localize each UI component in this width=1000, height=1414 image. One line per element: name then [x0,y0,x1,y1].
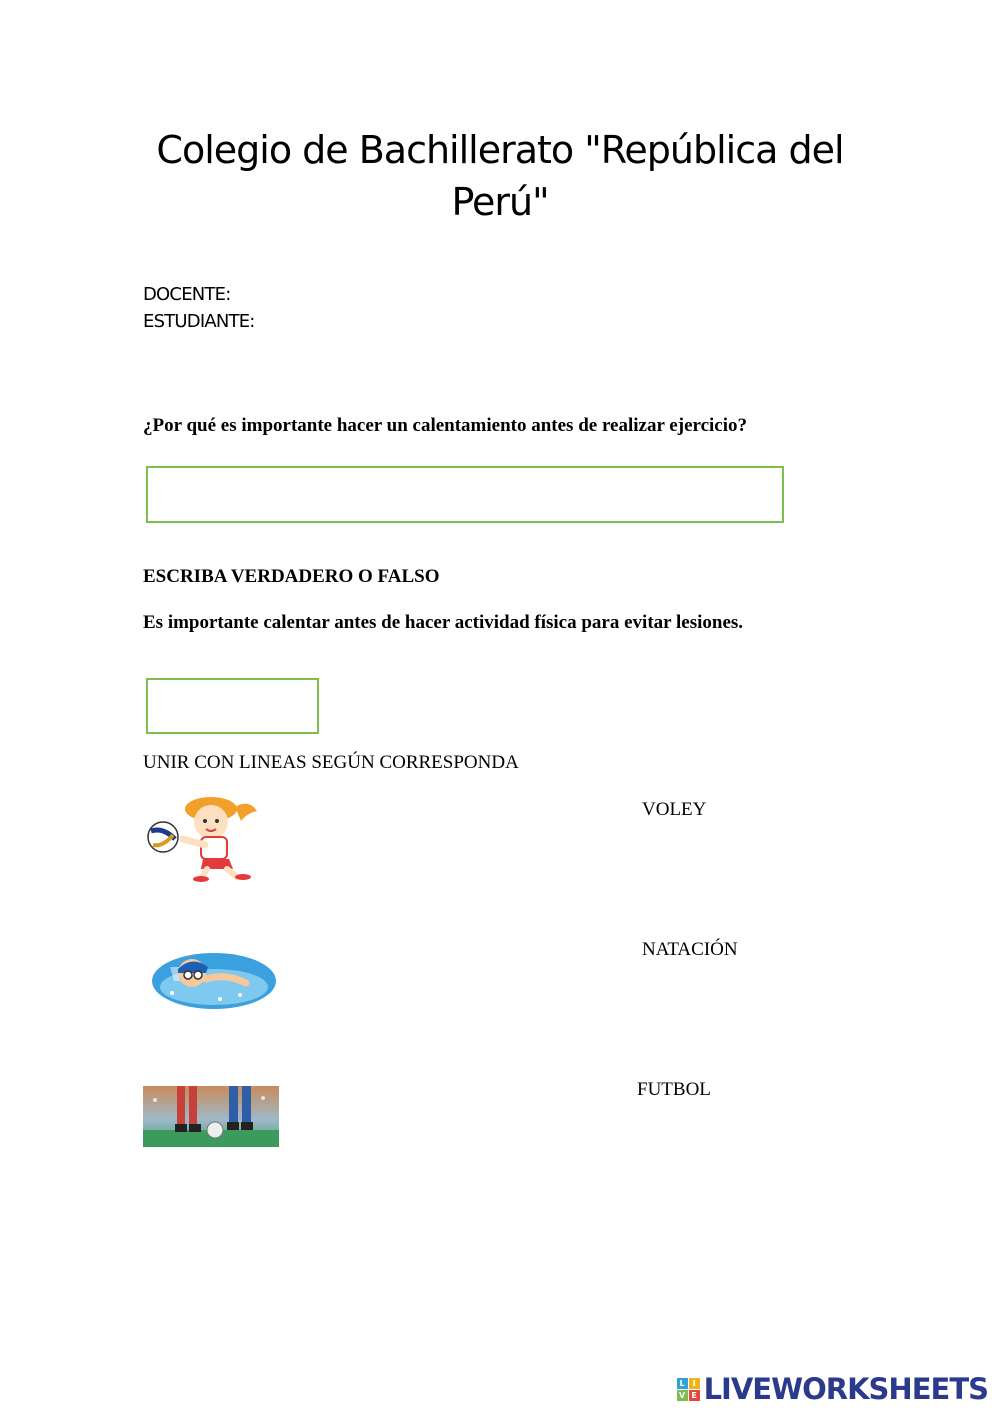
true-false-answer-box [146,678,319,734]
soccer-players-image [143,1086,279,1147]
logo-text: LIVEWORKSHEETS [703,1372,988,1406]
student-label: ESTUDIANTE: [143,311,255,332]
question-1-answer-box [146,466,784,523]
question-1-text: ¿Por qué es importante hacer un calentamiento antes de realizar ejercicio? [143,415,748,436]
true-false-instruction: ESCRIBA VERDADERO O FALSO [143,566,440,587]
logo-icon: L I V E [677,1378,700,1401]
swimmer-image [150,945,278,1011]
match-word-voley: VOLEY [642,799,707,820]
matching-instruction: UNIR CON LINEAS SEGÚN CORRESPONDA [143,752,519,773]
true-false-answer-input[interactable] [148,680,317,732]
true-false-statement: Es importante calentar antes de hacer actividad física para evitar lesiones. [143,612,744,633]
liveworksheets-logo [677,1372,988,1406]
match-word-futbol: FUTBOL [637,1079,711,1100]
volleyball-girl-image [143,795,275,883]
teacher-label: DOCENTE: [143,284,231,305]
question-1-answer-input[interactable] [148,468,782,521]
page-title: Colegio de Bachillerato "República del Perú" [156,128,844,224]
match-word-natacion: NATACIÓN [642,939,738,960]
